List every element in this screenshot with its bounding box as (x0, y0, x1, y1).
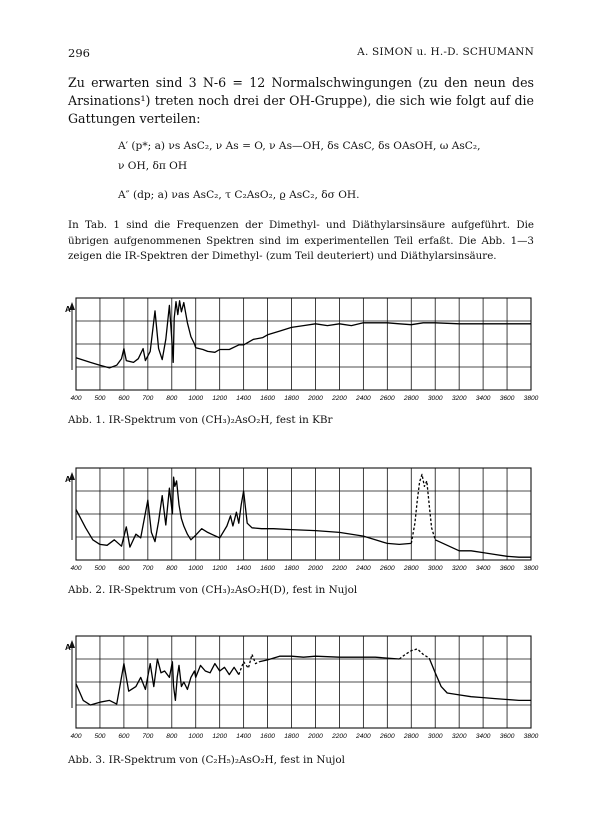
x-tick-label: 2400 (356, 733, 371, 740)
x-tick-label: 1200 (212, 565, 228, 572)
x-tick-label: 1800 (284, 565, 299, 572)
x-tick-label: 2000 (308, 395, 323, 402)
ir-spectrum-chart-2 (66, 460, 546, 580)
x-tick-label: 2800 (403, 565, 419, 572)
spectrum-line-dashed (411, 474, 435, 543)
x-tick-label: 3800 (523, 565, 539, 572)
spectrum-line-dashed (239, 654, 259, 674)
x-tick-label: 3400 (475, 395, 491, 402)
x-tick-label: 800 (166, 733, 178, 740)
x-tick-label: 2600 (379, 565, 395, 572)
x-tick-label: 2800 (403, 733, 419, 740)
x-tick-label: 600 (118, 733, 130, 740)
x-tick-label: 3000 (427, 733, 443, 740)
x-tick-label: 2400 (356, 565, 371, 572)
x-tick-label: 2800 (403, 395, 419, 402)
figure-1-caption: Abb. 1. IR-Spektrum von (CH₃)₂AsO₂H, fest in KBr (68, 414, 333, 426)
x-tick-label: 600 (118, 565, 130, 572)
x-tick-label: 2600 (379, 733, 395, 740)
x-tick-label: 3000 (427, 395, 443, 402)
x-tick-label: 1400 (236, 395, 251, 402)
x-tick-label: 2200 (332, 565, 347, 572)
x-tick-label: 400 (70, 395, 82, 402)
y-axis-symbol: A (65, 475, 71, 484)
x-tick-label: 3400 (475, 733, 491, 740)
x-tick-label: 800 (166, 565, 178, 572)
x-tick-label: 2000 (308, 733, 323, 740)
running-header (68, 46, 534, 62)
spectrum-line-dashed (399, 649, 429, 659)
x-tick-label: 1200 (212, 395, 228, 402)
species-a-double-prime: A″ (dp; a) νas AsC₂, τ C₂AsO₂, ϱ AsC₂, δσ OH. (118, 189, 360, 201)
x-tick-label: 3000 (427, 565, 443, 572)
x-tick-label: 600 (118, 395, 130, 402)
x-tick-label: 700 (142, 733, 154, 740)
x-tick-label: 2600 (379, 395, 395, 402)
figure-3-caption: Abb. 3. IR-Spektrum von (C₂H₅)₂AsO₂H, fest in Nujol (68, 754, 345, 766)
spectrum-line (76, 301, 531, 368)
x-tick-label: 1600 (260, 565, 275, 572)
x-tick-label: 2200 (332, 395, 347, 402)
intro-paragraph: Zu erwarten sind 3 N-6 = 12 Normalschwingungen (zu den neun des Arsinations¹) treten noch drei der OH-Gruppe), die sich wie folgt auf die Gattungen verteilen: (68, 75, 534, 126)
x-tick-label: 1600 (260, 733, 275, 740)
x-tick-label: 1000 (188, 565, 204, 572)
body-paragraph: In Tab. 1 sind die Frequenzen der Dimethyl- und Diäthylarsinsäure aufgeführt. Die übrigen aufgenommenen Spektren sind im experimentellen Teil erfaßt. Die Abb. 1—3 zeigen die IR-Spektren der Dimethyl- (zum Teil deuteriert) und Diäthylarsinsäure. (68, 219, 534, 263)
x-tick-label: 2400 (356, 395, 371, 402)
x-tick-label: 800 (166, 395, 178, 402)
y-axis-symbol: A (65, 643, 71, 652)
page-number: 296 (68, 46, 90, 60)
x-tick-label: 3600 (499, 733, 515, 740)
figure-2-caption: Abb. 2. IR-Spektrum von (CH₃)₂AsO₂H(D), fest in Nujol (68, 584, 358, 596)
x-tick-label: 400 (70, 565, 82, 572)
x-tick-label: 1000 (188, 733, 204, 740)
x-tick-label: 3600 (499, 395, 515, 402)
figure-3 (66, 628, 546, 748)
x-tick-label: 3200 (451, 565, 467, 572)
x-tick-label: 3600 (499, 565, 515, 572)
spectrum-line (429, 658, 531, 700)
running-head-authors: A. SIMON u. H.-D. SCHUMANN (357, 46, 534, 58)
x-tick-label: 500 (94, 395, 106, 402)
x-tick-label: 3800 (523, 733, 539, 740)
x-tick-label: 3200 (451, 395, 467, 402)
x-tick-label: 500 (94, 565, 106, 572)
x-tick-label: 1600 (260, 395, 275, 402)
figure-2 (66, 460, 546, 580)
x-tick-label: 1800 (284, 733, 299, 740)
x-tick-label: 700 (142, 565, 154, 572)
x-tick-label: 3200 (451, 733, 467, 740)
species-a-prime-line2: ν OH, δπ OH (118, 160, 188, 172)
x-tick-label: 1200 (212, 733, 228, 740)
species-a-prime-line1: A′ (p*; a) νs AsC₂, ν As = O, ν As—OH, δs CAsC, δs OAsOH, ω AsC₂, (118, 140, 481, 152)
x-tick-label: 1800 (284, 395, 299, 402)
x-tick-label: 2200 (332, 733, 347, 740)
ir-spectrum-chart-1 (66, 290, 546, 410)
ir-spectrum-chart-3 (66, 628, 546, 748)
x-tick-label: 1000 (188, 395, 204, 402)
x-tick-label: 700 (142, 395, 154, 402)
x-tick-label: 400 (70, 733, 82, 740)
x-tick-label: 2000 (308, 565, 323, 572)
x-tick-label: 3800 (523, 395, 539, 402)
x-tick-label: 1400 (236, 565, 251, 572)
figure-1 (66, 290, 546, 410)
x-tick-label: 1400 (236, 733, 251, 740)
x-tick-label: 500 (94, 733, 106, 740)
y-axis-symbol: A (65, 305, 71, 314)
x-tick-label: 3400 (475, 565, 491, 572)
